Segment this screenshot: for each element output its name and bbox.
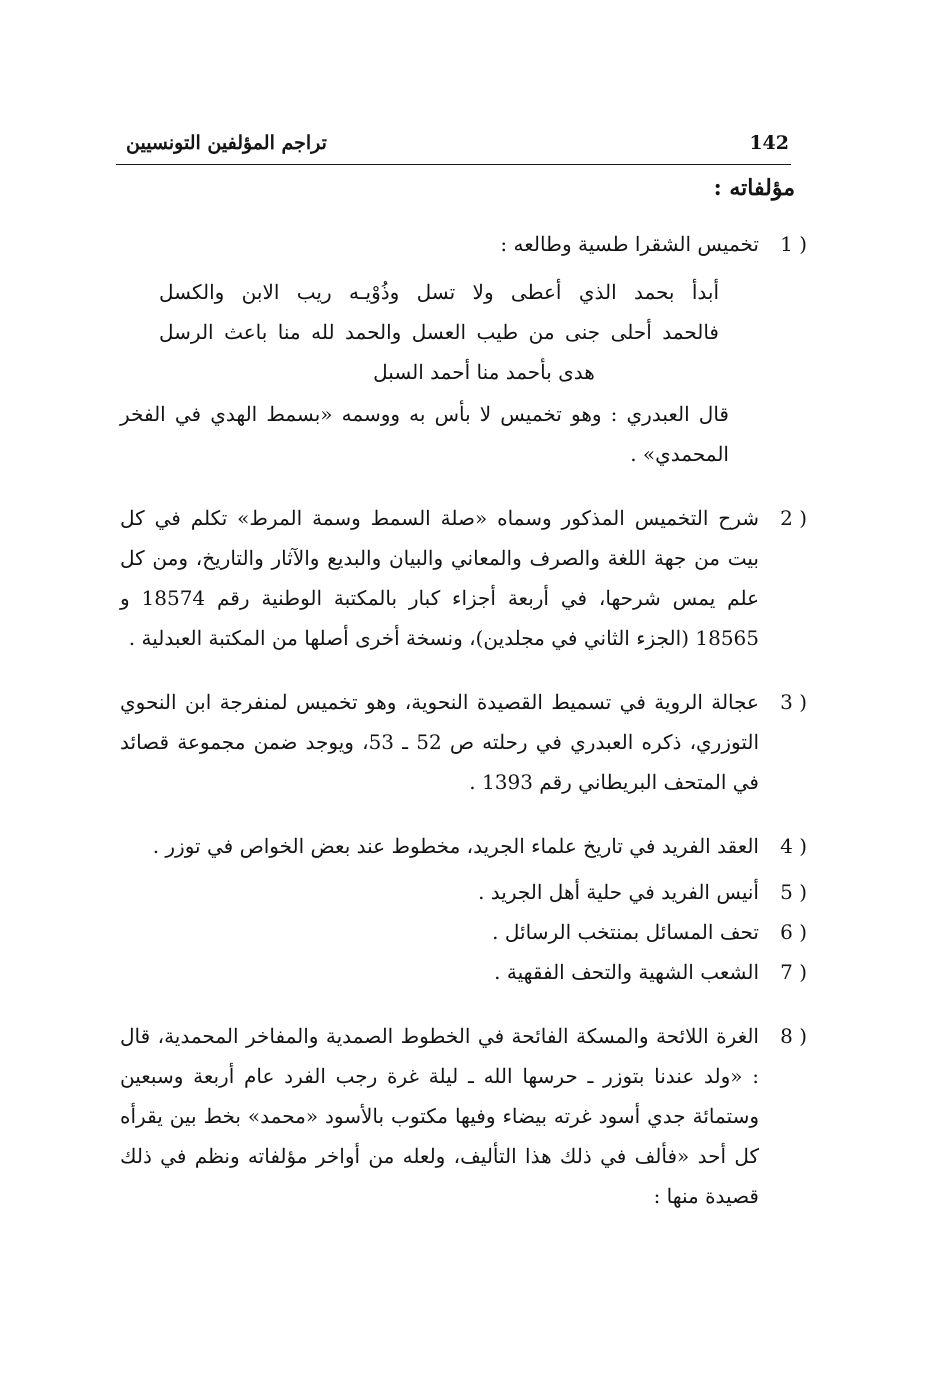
item-text: تخميس الشقرا طسية وطالعه : — [500, 232, 759, 256]
item-text: شرح التخميس المذكور وسماه «صلة السمط وسمة المرط» تكلم في كل بيت من جهة اللغة والصرف والمعاني والبيان والبديع والآثار والتاريخ، ومن كل علم يمس شرحها، في أربعة أجزاء كبار بالمكتبة الوطنية رقم 18574 و 18565 (الجزء الثاني في مجلدين)، ونسخة أخرى أصلها من المكتبة العبدلية . — [120, 506, 760, 650]
item-number: 3 ) — [780, 690, 807, 714]
item-text: الغرة اللائحة والمسكة الفائحة في الخطوط الصمدية والمفاخر المحمدية، قال : «ولد عندنا بتوزر ـ حرسها الله ـ ليلة غرة رجب الفرد عام أربعة وسبعين وستمائة جدي أسود غرته بيضاء وفيها مكتوب بالأسود «محمد» بخط بين يقرأه كل أحد «فألف في ذلك هذا التأليف، ولعله من أواخر مؤلفاته ونظم في ذلك قصيدة منها : — [120, 1024, 759, 1208]
book-title: تراجم المؤلفين التونسيين — [126, 132, 327, 154]
item-number: 5 ) — [780, 880, 807, 904]
item-number: 1 ) — [780, 232, 807, 256]
verse-line: فالحمد أحلى جنى من طيب العسل والحمد لله منا باعث الرسل — [159, 320, 719, 344]
list-item — [120, 682, 807, 802]
verse-line: أبدأ بحمد الذي أعطى ولا تسل وذُوْيـه ريب الابن والكسل — [159, 280, 720, 304]
list-item — [120, 872, 807, 912]
item-number: 2 ) — [780, 506, 807, 530]
item-text: أنيس الفريد في حلية أهل الجريد . — [478, 880, 759, 904]
item-text: عجالة الروية في تسميط القصيدة النحوية، وهو تخميس لمنفرجة ابن النحوي التوزري، ذكره العبدري في رحلته ص 52 ـ 53، ويوجد ضمن مجموعة قصائد في المتحف البريطاني رقم 1393 . — [120, 690, 760, 794]
list-item — [120, 498, 807, 658]
list-item — [120, 952, 807, 992]
item-text: تحف المسائل بمنتخب الرسائل . — [492, 920, 759, 944]
section-title: مؤلفاته : — [713, 175, 795, 201]
page-content — [120, 170, 807, 1216]
list-item — [120, 912, 807, 952]
item-number: 8 ) — [780, 1024, 807, 1048]
list-item — [120, 224, 807, 474]
item-text: العقد الفريد في تاريخ علماء الجريد، مخطوط عند بعض الخواص في توزر . — [152, 834, 759, 858]
verse-line: هدى بأحمد منا أحمد السبل — [373, 360, 595, 384]
list-item — [120, 1016, 807, 1216]
item-text: الشعب الشهية والتحف الفقهية . — [494, 960, 759, 984]
list-item — [120, 826, 807, 866]
running-header — [116, 130, 791, 165]
verse-block — [120, 272, 759, 392]
page-number: 142 — [749, 132, 789, 154]
item-number: 7 ) — [780, 960, 807, 984]
item-number: 4 ) — [780, 834, 807, 858]
item-number: 6 ) — [780, 920, 807, 944]
item-commentary: قال العبدري : وهو تخميس لا بأس به ووسمه «بسمط الهدي في الفخر المحمدي» . — [120, 402, 729, 466]
